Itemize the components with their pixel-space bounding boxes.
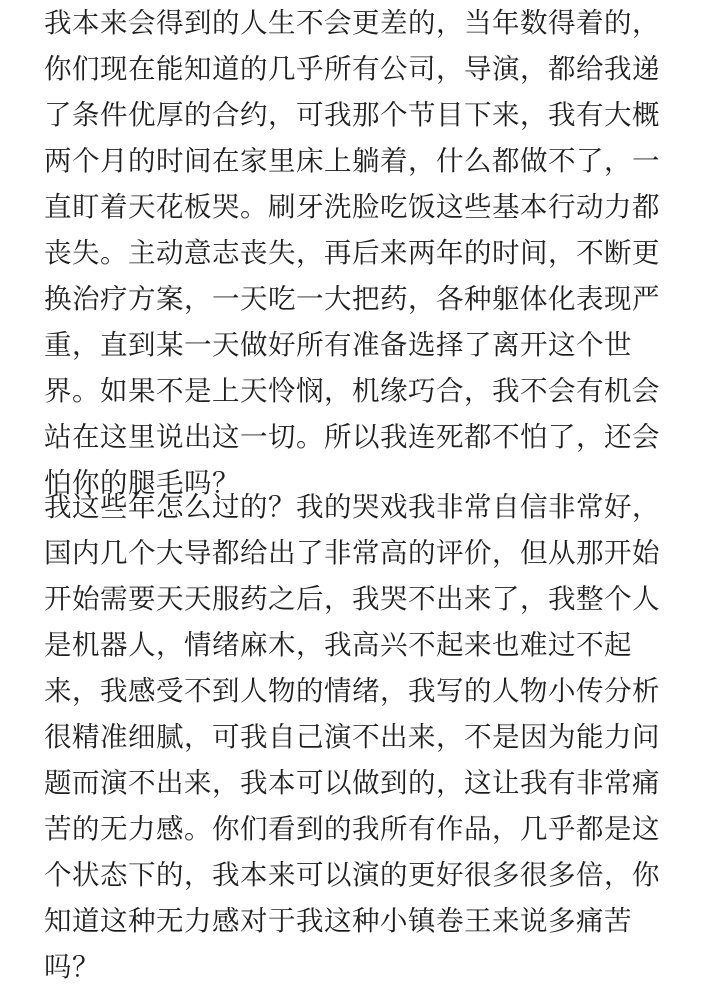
paragraph-2 <box>44 484 684 990</box>
text-line: 国内几个大导都给出了非常高的评价，但从那开始 <box>44 537 660 569</box>
text-line: 直盯着天花板哭。刷牙洗脸吃饭这些基本行动力都 <box>44 191 660 223</box>
text-line: 怕你的腿毛吗？ <box>44 467 240 499</box>
text-line: 知道这种无力感对于我这种小镇卷王来说多痛苦 <box>44 905 632 937</box>
text-line: 是机器人，情绪麻木，我高兴不起来也难过不起 <box>44 629 632 661</box>
text-line: 我本来会得到的人生不会更差的，当年数得着的， <box>44 7 660 39</box>
text-line: 来，我感受不到人物的情绪，我写的人物小传分析 <box>44 675 660 707</box>
text-line: 站在这里说出这一切。所以我连死都不怕了，还会 <box>44 421 660 453</box>
text-line: 我这些年怎么过的？我的哭戏我非常自信非常好， <box>44 491 660 523</box>
text-line: 苦的无力感。你们看到的我所有作品，几乎都是这 <box>44 813 660 845</box>
text-line: 你们现在能知道的几乎所有公司，导演，都给我递 <box>44 53 660 85</box>
text-line: 很精准细腻，可我自己演不出来，不是因为能力问 <box>44 721 660 753</box>
text-line: 重，直到某一天做好所有准备选择了离开这个世 <box>44 329 632 361</box>
text-line: 了条件优厚的合约，可我那个节目下来，我有大概 <box>44 99 660 131</box>
text-line: 丧失。主动意志丧失，再后来两年的时间，不断更 <box>44 237 660 269</box>
text-line: 题而演不出来，我本可以做到的，这让我有非常痛 <box>44 767 660 799</box>
text-line: 个状态下的，我本来可以演的更好很多很多倍，你 <box>44 859 660 891</box>
text-line: 开始需要天天服药之后，我哭不出来了，我整个人 <box>44 583 660 615</box>
paragraph-1 <box>44 0 684 506</box>
text-line: 界。如果不是上天怜悯，机缘巧合，我不会有机会 <box>44 375 660 407</box>
text-line: 换治疗方案，一天吃一大把药，各种躯体化表现严 <box>44 283 660 315</box>
text-line: 两个月的时间在家里床上躺着，什么都做不了，一 <box>44 145 660 177</box>
text-line: 吗？ <box>44 951 100 983</box>
